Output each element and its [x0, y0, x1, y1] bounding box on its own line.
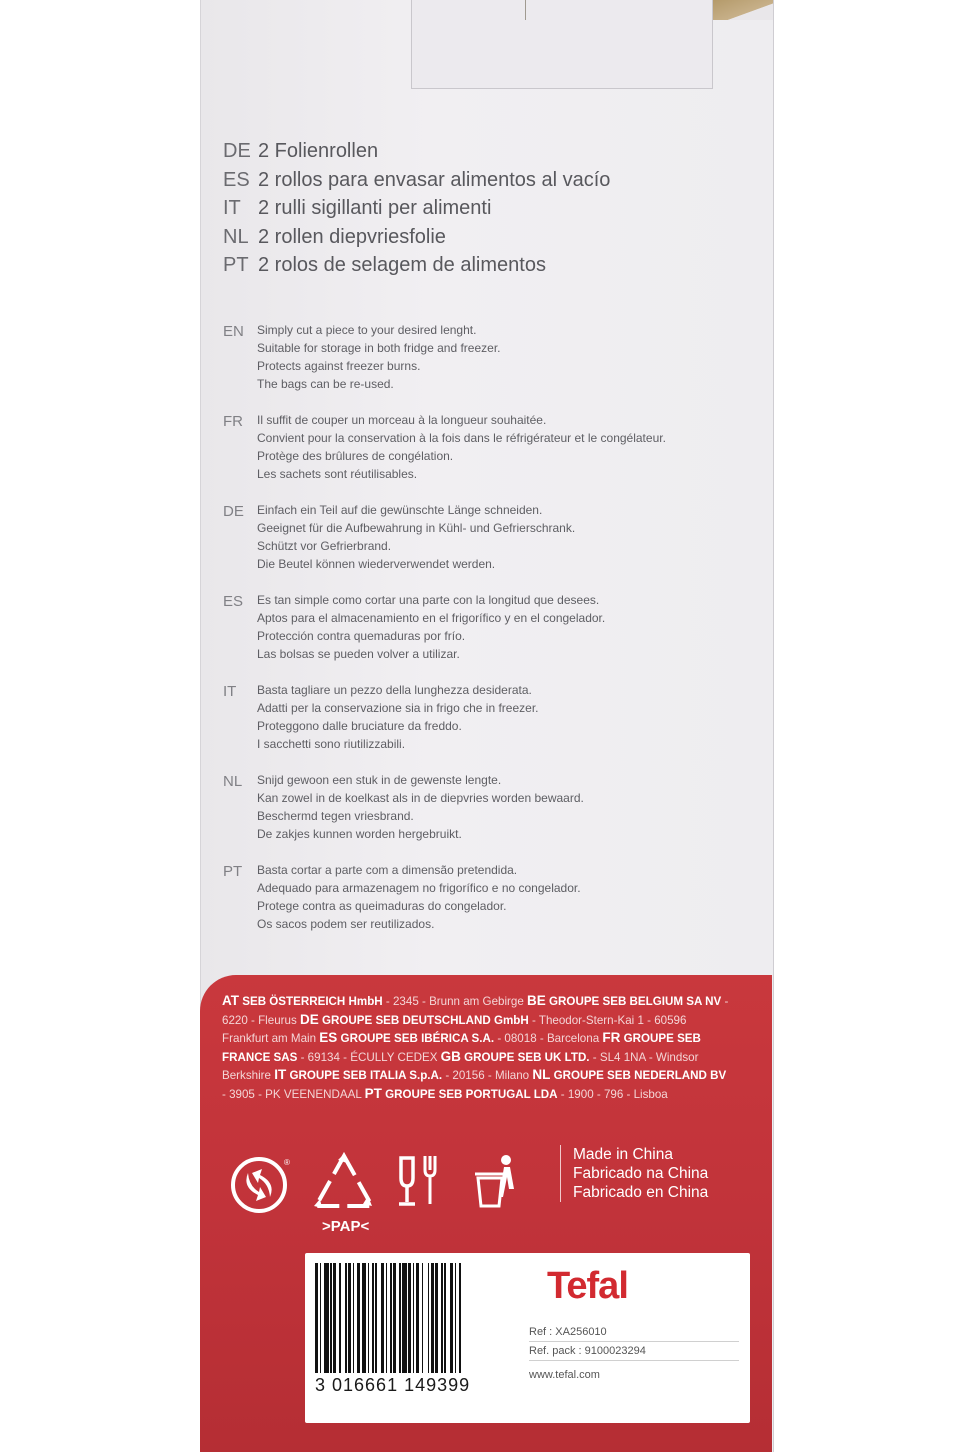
country-code: AT: [222, 993, 239, 1008]
country-code: BE: [527, 993, 546, 1008]
instruction-line: Proteggono dalle bruciature da freddo.: [257, 719, 462, 733]
company-address: - 1900 - 796 - Lisboa: [557, 1087, 668, 1101]
instruction-line: Schützt vor Gefrierbrand.: [257, 539, 392, 553]
title-row: [223, 254, 610, 283]
food-safe-icon: [395, 1152, 453, 1210]
country-code: PT: [364, 1085, 382, 1101]
reference-info: [529, 1323, 739, 1383]
country-code: DE: [299, 1011, 319, 1027]
product-label: [305, 1253, 750, 1423]
lang-code: PT: [223, 254, 249, 276]
company-address: - 2345 - Brunn am Gebirge: [382, 995, 528, 1008]
instruction-line: Basta cortar a parte com a dimensão pretendida.: [257, 863, 518, 877]
svg-text:®: ®: [284, 1158, 290, 1167]
company-address: - 69134 - ÉCULLY CEDEX: [297, 1050, 441, 1064]
instruction-line: De zakjes kunnen worden hergebruikt.: [257, 827, 462, 841]
pap-recycling-code: >PAP<: [322, 1218, 370, 1235]
instruction-line: Aptos para el almacenamiento en el frigorífico y en el congelador.: [257, 611, 606, 625]
company-address: - 6220 - Fleurus: [222, 995, 729, 1027]
company-address: - SL4 1NA - Windsor Berkshire: [222, 1050, 699, 1082]
company-name: GROUPE SEB UK LTD.: [464, 1050, 590, 1064]
origin-line: Made in China: [573, 1146, 673, 1163]
recycling-symbols: [230, 1150, 530, 1235]
lang-code: ES: [223, 168, 250, 191]
title-row: [223, 197, 610, 226]
barcode-number: 3 016661 149399: [315, 1375, 471, 1395]
lang-code: PT: [223, 863, 243, 880]
website-url: www.tefal.com: [529, 1369, 600, 1381]
instruction-line: Kan zowel in de koelkast als in de diepvries worden bewaard.: [257, 791, 584, 805]
country-code: NL: [532, 1067, 551, 1082]
company-address: - 08018 - Barcelona: [494, 1032, 603, 1045]
lang-code: EN: [223, 323, 244, 340]
title-text: 2 rulli sigillanti per alimenti: [258, 197, 492, 219]
instruction-line: Os sacos podem ser reutilizados.: [257, 917, 435, 931]
lang-code: FR: [223, 413, 243, 430]
company-name: GROUPE SEB PORTUGAL LDA: [385, 1087, 558, 1101]
box-corner: [713, 0, 773, 20]
instruction-line: Las bolsas se pueden volver a utilizar.: [257, 647, 460, 661]
company-name: GROUPE SEB BELGIUM SA NV: [549, 995, 722, 1008]
title-text: 2 rollos para envasar alimentos al vacío: [258, 168, 611, 191]
bin-icon: [468, 1150, 526, 1212]
instruction-line: Il suffit de couper un morceau à la longueur souhaitée.: [257, 413, 547, 427]
company-name: GROUPE SEB NEDERLAND BV: [553, 1069, 727, 1082]
origin-line: Fabricado en China: [573, 1184, 709, 1201]
distributor-addresses: [222, 992, 730, 1103]
company-name: GROUPE SEB DEUTSCHLAND GmbH: [321, 1013, 529, 1027]
box-flap: [411, 0, 713, 89]
country-code: ES: [319, 1030, 338, 1045]
country-code: IT: [274, 1067, 287, 1082]
instruction-line: Simply cut a piece to your desired lenght.: [257, 323, 477, 337]
instruction-line: Snijd gewoon een stuk in de gewenste lengte.: [257, 773, 502, 787]
instruction-line: The bags can be re-used.: [257, 377, 394, 391]
title-row: [223, 226, 610, 255]
instruction-line: Protects against freezer burns.: [257, 359, 421, 373]
instruction-line: Protège des brûlures de congélation.: [257, 449, 454, 463]
company-name: GROUPE SEB IBÉRICA S.A.: [340, 1032, 495, 1045]
lang-code: NL: [223, 773, 243, 790]
instruction-line: Adequado para armazenagem no frigorífico e no congelador.: [257, 881, 581, 895]
title-text: 2 Folienrollen: [258, 140, 379, 162]
company-address: - 3905 - PK VEENENDAAL: [222, 1087, 365, 1101]
country-of-origin: [560, 1145, 708, 1202]
instruction-line: Convient pour la conservation à la fois dans le réfrigérateur et le congélateur.: [257, 431, 666, 445]
instruction-line: Protege contra as queimaduras do congelador.: [257, 899, 507, 913]
lang-code: IT: [223, 197, 241, 219]
lang-code: DE: [223, 140, 251, 162]
green-dot-icon: [230, 1155, 292, 1217]
instruction-line: Die Beutel können wiederverwendet werden.: [257, 557, 496, 571]
instruction-line: Geeignet für die Aufbewahrung in Kühl- und Gefrierschrank.: [257, 521, 576, 535]
recycle-triangle-icon: [308, 1150, 380, 1218]
lang-code: NL: [223, 225, 249, 248]
ref-code: Ref : XA256010: [529, 1323, 739, 1342]
box-edge: [525, 0, 526, 20]
barcode: [315, 1263, 510, 1373]
lang-code: DE: [223, 503, 244, 520]
brand-logo: Tefal: [547, 1265, 628, 1307]
instruction-line: Basta tagliare un pezzo della lunghezza desiderata.: [257, 683, 532, 697]
company-address: - Theodor-Stern-Kai 1 - 60596 Frankfurt am Main: [222, 1013, 687, 1045]
barcode-bar: [461, 1263, 463, 1373]
instruction-line: Adatti per la conservazione sia in frigo che in freezer.: [257, 701, 539, 715]
instruction-line: I sacchetti sono riutilizzabili.: [257, 737, 406, 751]
lang-code: ES: [223, 593, 244, 610]
instruction-line: Es tan simple como cortar una parte con la longitud que desees.: [257, 593, 600, 607]
origin-line: Fabricado na China: [573, 1165, 709, 1182]
title-text: 2 rollen diepvriesfolie: [258, 225, 446, 248]
country-code: FR: [602, 1030, 621, 1045]
instruction-line: Beschermd tegen vriesbrand.: [257, 809, 414, 823]
instruction-line: Les sachets sont réutilisables.: [257, 467, 418, 481]
title-row: [223, 140, 610, 169]
instruction-line: Protección contra quemaduras por frío.: [257, 629, 466, 643]
instruction-line: Suitable for storage in both fridge and freezer.: [257, 341, 501, 355]
company-name: SEB ÖSTERREICH HmbH: [242, 995, 383, 1008]
ref-pack-code: Ref. pack : 9100023294: [529, 1342, 739, 1361]
country-code: GB: [440, 1048, 461, 1064]
lang-code: IT: [223, 683, 237, 700]
product-titles: [223, 140, 610, 283]
company-address: - 20156 - Milano: [442, 1069, 533, 1082]
title-text: 2 rolos de selagem de alimentos: [258, 254, 546, 276]
instruction-line: Einfach ein Teil auf die gewünschte Länge schneiden.: [257, 503, 543, 517]
company-name: GROUPE SEB ITALIA S.p.A.: [289, 1069, 443, 1082]
company-name: GROUPE SEB FRANCE SAS: [222, 1032, 701, 1064]
title-row: [223, 169, 610, 198]
